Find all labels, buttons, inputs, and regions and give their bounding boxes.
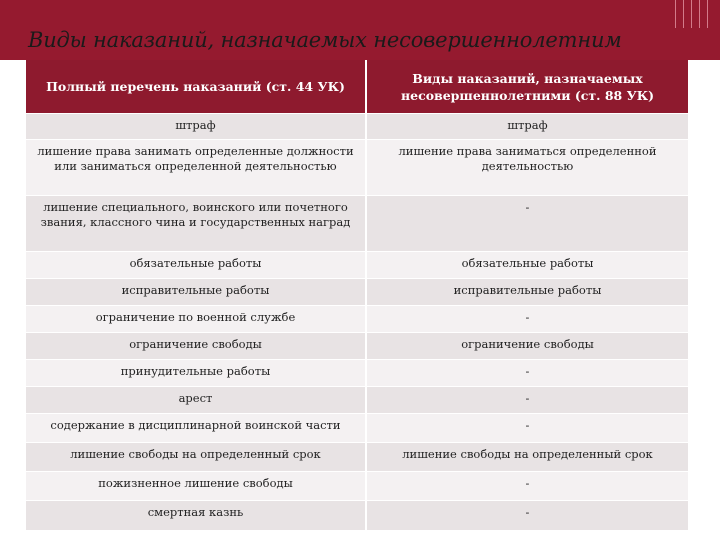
- table-row: [26, 387, 688, 414]
- table-row: [26, 414, 688, 443]
- cell-minors: -: [366, 414, 688, 443]
- cell-minors: -: [366, 306, 688, 333]
- cell-minors: лишение права заниматься определенной деятельностью: [366, 140, 688, 196]
- slide-title: Виды наказаний, назначаемых несовершеннолетним: [28, 28, 622, 52]
- cell-minors: -: [366, 387, 688, 414]
- punishments-table-container: [26, 60, 688, 530]
- table-row: [26, 472, 688, 501]
- cell-full: лишение свободы на определенный срок: [26, 443, 366, 472]
- table-row: [26, 306, 688, 333]
- table-row: [26, 501, 688, 530]
- cell-full: ограничение свободы: [26, 333, 366, 360]
- table-row: [26, 279, 688, 306]
- cell-full: принудительные работы: [26, 360, 366, 387]
- cell-full: пожизненное лишение свободы: [26, 472, 366, 501]
- table-row: [26, 114, 688, 140]
- cell-minors: исправительные работы: [366, 279, 688, 306]
- cell-minors: штраф: [366, 114, 688, 140]
- cell-full: смертная казнь: [26, 501, 366, 530]
- punishments-table: [26, 60, 688, 530]
- table-row: [26, 443, 688, 472]
- cell-minors: -: [366, 501, 688, 530]
- cell-minors: -: [366, 472, 688, 501]
- cell-minors: -: [366, 196, 688, 252]
- table-row: [26, 140, 688, 196]
- cell-full: содержание в дисциплинарной воинской части: [26, 414, 366, 443]
- cell-full: ограничение по военной службе: [26, 306, 366, 333]
- cell-full: штраф: [26, 114, 366, 140]
- header-minors-list: Виды наказаний, назначаемых несовершеннолетними (ст. 88 УК): [366, 60, 688, 114]
- cell-full: обязательные работы: [26, 252, 366, 279]
- cell-minors: ограничение свободы: [366, 333, 688, 360]
- table-row: [26, 360, 688, 387]
- table-row: [26, 252, 688, 279]
- table-row: [26, 333, 688, 360]
- cell-minors: лишение свободы на определенный срок: [366, 443, 688, 472]
- cell-full: арест: [26, 387, 366, 414]
- table-row: [26, 196, 688, 252]
- cell-minors: обязательные работы: [366, 252, 688, 279]
- cell-minors: -: [366, 360, 688, 387]
- header-full-list: Полный перечень наказаний (ст. 44 УК): [26, 60, 366, 114]
- cell-full: лишение специального, воинского или почетного звания, классного чина и государственных наград: [26, 196, 366, 252]
- cell-full: лишение права занимать определенные должности или заниматься определенной деятельностью: [26, 140, 366, 196]
- cell-full: исправительные работы: [26, 279, 366, 306]
- table-header-row: [26, 60, 688, 114]
